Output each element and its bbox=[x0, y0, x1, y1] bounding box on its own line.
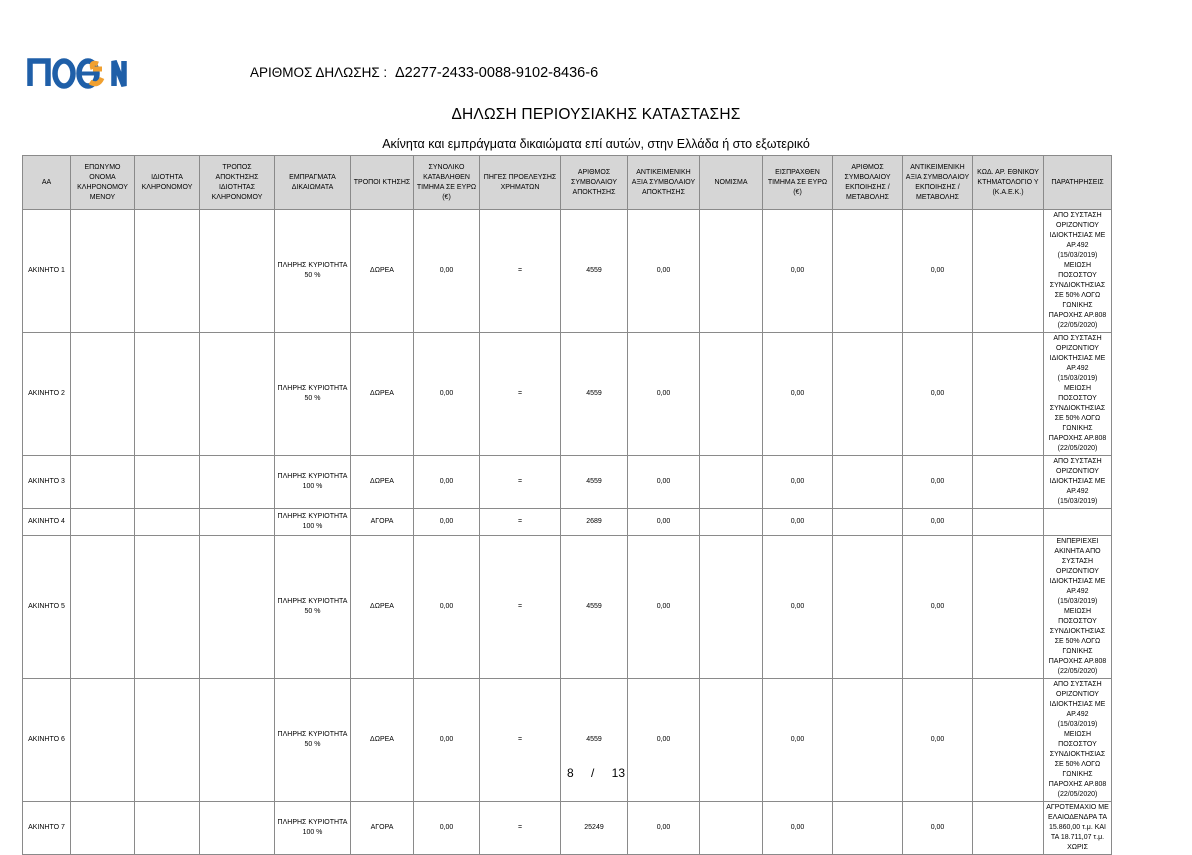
cell-disposal-contract bbox=[833, 333, 903, 456]
cell-heir-method bbox=[200, 210, 275, 333]
cell-objective-value: 0,00 bbox=[628, 333, 700, 456]
cell-rights: ΠΛΗΡΗΣ ΚΥΡΙΟΤΗΤΑ 50 % bbox=[275, 210, 351, 333]
cell-remarks bbox=[1044, 509, 1112, 536]
cell-total-price: 0,00 bbox=[414, 509, 480, 536]
cell-remarks: ΕΝΠΕΡΙΕΧΕΙ ΑΚΙΝΗΤΑ ΑΠΟ ΣΥΣΤΑΣΗ ΟΡΙΖΟΝΤΙΟΥ ΙΔΙΟΚΤΗΣΙΑΣ ΜΕ ΑΡ.492 (15/03/2019) ΜΕΙΩΣΗ ΠΟΣΟΣΤΟΥ ΣΥΝΔΙΟΚΤΗΣΙΑΣ ΣΕ 50% ΛΟΓΩ ΓΩΝΙΚΗΣ ΠΑΡΟΧΗΣ ΑΡ.808 (22/05/2020) bbox=[1044, 536, 1112, 679]
cell-rights: ΠΛΗΡΗΣ ΚΥΡΙΟΤΗΤΑ 100 % bbox=[275, 802, 351, 855]
cell-heir-method bbox=[200, 802, 275, 855]
section-subtitle: Ακίνητα και εμπράγματα δικαιώματα επί αυτών, στην Ελλάδα ή στο εξωτερικό bbox=[382, 137, 810, 151]
cell-received-price: 0,00 bbox=[763, 210, 833, 333]
table-row bbox=[23, 210, 1112, 333]
cell-kaek bbox=[973, 536, 1044, 679]
cell-remarks: ΑΠΟ ΣΥΣΤΑΣΗ ΟΡΙΖΟΝΤΙΟΥ ΙΔΙΟΚΤΗΣΙΑΣ ΜΕ ΑΡ.492 (15/03/2019) ΜΕΙΩΣΗ ΠΟΣΟΣΤΟΥ ΣΥΝΔΙΟΚΤΗΣΙΑΣ ΣΕ 50% ΛΟΓΩ ΓΩΝΙΚΗΣ ΠΑΡΟΧΗΣ ΑΡ.808 (22/05/2020) bbox=[1044, 210, 1112, 333]
cell-heir-capacity bbox=[135, 456, 200, 509]
cell-sources: = bbox=[480, 802, 561, 855]
cell-aa: ΑΚΙΝΗΤΟ 7 bbox=[23, 802, 71, 855]
cell-total-price: 0,00 bbox=[414, 333, 480, 456]
table-header-row bbox=[23, 156, 1112, 210]
cell-objective-value: 0,00 bbox=[628, 210, 700, 333]
cell-heir-name bbox=[71, 509, 135, 536]
cell-contract-no: 4559 bbox=[561, 679, 628, 802]
cell-acquisition: ΔΩΡΕΑ bbox=[351, 536, 414, 679]
cell-disposal-contract bbox=[833, 210, 903, 333]
cell-remarks: ΑΠΟ ΣΥΣΤΑΣΗ ΟΡΙΖΟΝΤΙΟΥ ΙΔΙΟΚΤΗΣΙΑΣ ΜΕ ΑΡ.492 (15/03/2019) ΜΕΙΩΣΗ ΠΟΣΟΣΤΟΥ ΣΥΝΔΙΟΚΤΗΣΙΑΣ ΣΕ 50% ΛΟΓΩ ΓΩΝΙΚΗΣ ΠΑΡΟΧΗΣ ΑΡ.808 (22/05/2020) bbox=[1044, 333, 1112, 456]
cell-rights: ΠΛΗΡΗΣ ΚΥΡΙΟΤΗΤΑ 100 % bbox=[275, 456, 351, 509]
page-indicator bbox=[0, 766, 1192, 780]
cell-rights: ΠΛΗΡΗΣ ΚΥΡΙΟΤΗΤΑ 50 % bbox=[275, 679, 351, 802]
logo bbox=[26, 56, 130, 90]
cell-heir-method bbox=[200, 456, 275, 509]
cell-currency bbox=[700, 210, 763, 333]
cell-currency bbox=[700, 456, 763, 509]
poten-logo-icon bbox=[26, 56, 130, 90]
cell-objective-value: 0,00 bbox=[628, 509, 700, 536]
cell-aa: ΑΚΙΝΗΤΟ 1 bbox=[23, 210, 71, 333]
cell-currency bbox=[700, 509, 763, 536]
cell-aa: ΑΚΙΝΗΤΟ 4 bbox=[23, 509, 71, 536]
cell-remarks: ΑΓΡΟΤΕΜΑΧΙΟ ΜΕ ΕΛΑΙΟΔΕΝΔΡΑ ΤΑ 15.860,00 τ.μ. ΚΑΙ ΤΑ 18.711,07 τ.μ. ΧΩΡΙΣ bbox=[1044, 802, 1112, 855]
cell-received-price: 0,00 bbox=[763, 536, 833, 679]
cell-total-price: 0,00 bbox=[414, 536, 480, 679]
cell-heir-name bbox=[71, 679, 135, 802]
declaration-number-line bbox=[250, 65, 598, 81]
cell-contract-no: 4559 bbox=[561, 536, 628, 679]
cell-sources: = bbox=[480, 509, 561, 536]
cell-acquisition: ΔΩΡΕΑ bbox=[351, 210, 414, 333]
cell-contract-no: 25249 bbox=[561, 802, 628, 855]
cell-disposal-value: 0,00 bbox=[903, 802, 973, 855]
cell-received-price: 0,00 bbox=[763, 333, 833, 456]
cell-acquisition: ΑΓΟΡΑ bbox=[351, 802, 414, 855]
cell-disposal-value: 0,00 bbox=[903, 456, 973, 509]
cell-aa: ΑΚΙΝΗΤΟ 3 bbox=[23, 456, 71, 509]
cell-sources: = bbox=[480, 333, 561, 456]
cell-disposal-value: 0,00 bbox=[903, 679, 973, 802]
cell-contract-no: 4559 bbox=[561, 210, 628, 333]
cell-objective-value: 0,00 bbox=[628, 536, 700, 679]
table-row bbox=[23, 802, 1112, 855]
cell-heir-capacity bbox=[135, 679, 200, 802]
cell-disposal-value: 0,00 bbox=[903, 333, 973, 456]
col-header-disposal-value: ΑΝΤΙΚΕΙΜΕΝΙΚΗ ΑΞΙΑ ΣΥΜΒΟΛΑΙΟΥ ΕΚΠΟΙΗΣΗΣ / ΜΕΤΑΒΟΛΗΣ bbox=[903, 156, 973, 210]
cell-heir-method bbox=[200, 333, 275, 456]
table-row bbox=[23, 509, 1112, 536]
cell-sources: = bbox=[480, 679, 561, 802]
col-header-heir-capacity: ΙΔΙΟΤΗΤΑ ΚΛΗΡΟΝΟΜΟΥ bbox=[135, 156, 200, 210]
cell-disposal-contract bbox=[833, 679, 903, 802]
cell-disposal-value: 0,00 bbox=[903, 210, 973, 333]
cell-heir-capacity bbox=[135, 333, 200, 456]
cell-kaek bbox=[973, 802, 1044, 855]
col-header-remarks: ΠΑΡΑΤΗΡΗΣΕΙΣ bbox=[1044, 156, 1112, 210]
property-table bbox=[22, 155, 1112, 855]
cell-heir-method bbox=[200, 536, 275, 679]
cell-disposal-contract bbox=[833, 456, 903, 509]
cell-kaek bbox=[973, 333, 1044, 456]
cell-rights: ΠΛΗΡΗΣ ΚΥΡΙΟΤΗΤΑ 50 % bbox=[275, 536, 351, 679]
cell-contract-no: 4559 bbox=[561, 456, 628, 509]
cell-heir-method bbox=[200, 679, 275, 802]
cell-total-price: 0,00 bbox=[414, 210, 480, 333]
cell-heir-capacity bbox=[135, 210, 200, 333]
cell-acquisition: ΔΩΡΕΑ bbox=[351, 333, 414, 456]
col-header-total-price: ΣΥΝΟΛΙΚΟ ΚΑΤΑΒΛΗΘΕΝ ΤΙΜΗΜΑ ΣΕ ΕΥΡΩ (€) bbox=[414, 156, 480, 210]
declaration-label: ΑΡΙΘΜΟΣ ΔΗΛΩΣΗΣ : bbox=[250, 65, 388, 80]
cell-aa: ΑΚΙΝΗΤΟ 5 bbox=[23, 536, 71, 679]
cell-received-price: 0,00 bbox=[763, 456, 833, 509]
cell-total-price: 0,00 bbox=[414, 456, 480, 509]
col-header-contract-no: ΑΡΙΘΜΟΣ ΣΥΜΒΟΛΑΙΟΥ ΑΠΟΚΤΗΣΗΣ bbox=[561, 156, 628, 210]
table-row bbox=[23, 679, 1112, 802]
cell-contract-no: 2689 bbox=[561, 509, 628, 536]
cell-heir-name bbox=[71, 536, 135, 679]
cell-contract-no: 4559 bbox=[561, 333, 628, 456]
cell-acquisition: ΔΩΡΕΑ bbox=[351, 456, 414, 509]
cell-rights: ΠΛΗΡΗΣ ΚΥΡΙΟΤΗΤΑ 50 % bbox=[275, 333, 351, 456]
cell-kaek bbox=[973, 456, 1044, 509]
cell-objective-value: 0,00 bbox=[628, 802, 700, 855]
cell-kaek bbox=[973, 679, 1044, 802]
table-row bbox=[23, 333, 1112, 456]
cell-currency bbox=[700, 802, 763, 855]
cell-received-price: 0,00 bbox=[763, 679, 833, 802]
col-header-heir-method: ΤΡΟΠΟΣ ΑΠΟΚΤΗΣΗΣ ΙΔΙΟΤΗΤΑΣ ΚΛΗΡΟΝΟΜΟΥ bbox=[200, 156, 275, 210]
cell-disposal-contract bbox=[833, 802, 903, 855]
table-row bbox=[23, 456, 1112, 509]
cell-aa: ΑΚΙΝΗΤΟ 2 bbox=[23, 333, 71, 456]
cell-sources: = bbox=[480, 210, 561, 333]
cell-total-price: 0,00 bbox=[414, 679, 480, 802]
cell-objective-value: 0,00 bbox=[628, 456, 700, 509]
cell-acquisition: ΑΓΟΡΑ bbox=[351, 509, 414, 536]
cell-received-price: 0,00 bbox=[763, 509, 833, 536]
col-header-heir-name: ΕΠΩΝΥΜΟ ΟΝΟΜΑ ΚΛΗΡΟΝΟΜΟΥ ΜΕΝΟΥ bbox=[71, 156, 135, 210]
cell-remarks: ΑΠΟ ΣΥΣΤΑΣΗ ΟΡΙΖΟΝΤΙΟΥ ΙΔΙΟΚΤΗΣΙΑΣ ΜΕ ΑΡ.492 (15/03/2019) ΜΕΙΩΣΗ ΠΟΣΟΣΤΟΥ ΣΥΝΔΙΟΚΤΗΣΙΑΣ ΣΕ 50% ΛΟΓΩ ΓΩΝΙΚΗΣ ΠΑΡΟΧΗΣ ΑΡ.808 (22/05/2020) bbox=[1044, 679, 1112, 802]
col-header-sources: ΠΗΓΕΣ ΠΡΟΕΛΕΥΣΗΣ ΧΡΗΜΑΤΩΝ bbox=[480, 156, 561, 210]
col-header-disposal-contract: ΑΡΙΘΜΟΣ ΣΥΜΒΟΛΑΙΟΥ ΕΚΠΟΙΗΣΗΣ /ΜΕΤΑΒΟΛΗΣ bbox=[833, 156, 903, 210]
cell-objective-value: 0,00 bbox=[628, 679, 700, 802]
cell-rights: ΠΛΗΡΗΣ ΚΥΡΙΟΤΗΤΑ 100 % bbox=[275, 509, 351, 536]
cell-heir-capacity bbox=[135, 536, 200, 679]
total-pages: 13 bbox=[611, 766, 626, 780]
cell-kaek bbox=[973, 210, 1044, 333]
col-header-aa: ΑΑ bbox=[23, 156, 71, 210]
cell-received-price: 0,00 bbox=[763, 802, 833, 855]
cell-kaek bbox=[973, 509, 1044, 536]
declaration-number: Δ2277-2433-0088-9102-8436-6 bbox=[394, 65, 599, 81]
cell-heir-name bbox=[71, 456, 135, 509]
table-row bbox=[23, 536, 1112, 679]
cell-currency bbox=[700, 679, 763, 802]
col-header-currency: ΝΟΜΙΣΜΑ bbox=[700, 156, 763, 210]
current-page: 8 bbox=[566, 766, 574, 780]
cell-sources: = bbox=[480, 456, 561, 509]
cell-disposal-value: 0,00 bbox=[903, 509, 973, 536]
col-header-objective-value: ΑΝΤΙΚΕΙΜΕΝΙΚΗ ΑΞΙΑ ΣΥΜΒΟΛΑΙΟΥ ΑΠΟΚΤΗΣΗΣ bbox=[628, 156, 700, 210]
col-header-kaek: ΚΩΔ. ΑΡ. ΕΘΝΙΚΟΥ ΚΤΗΜΑΤΟΛΟΓΙΟ Υ (Κ.Α.Ε.Κ.) bbox=[973, 156, 1044, 210]
cell-disposal-contract bbox=[833, 509, 903, 536]
col-header-received-price: ΕΙΣΠΡΑΧΘΕΝ ΤΙΜΗΜΑ ΣΕ ΕΥΡΩ (€) bbox=[763, 156, 833, 210]
cell-heir-name bbox=[71, 210, 135, 333]
cell-currency bbox=[700, 333, 763, 456]
col-header-acquisition: ΤΡΟΠΟΙ ΚΤΗΣΗΣ bbox=[351, 156, 414, 210]
cell-currency bbox=[700, 536, 763, 679]
cell-disposal-value: 0,00 bbox=[903, 536, 973, 679]
cell-acquisition: ΔΩΡΕΑ bbox=[351, 679, 414, 802]
cell-heir-method bbox=[200, 509, 275, 536]
cell-heir-name bbox=[71, 802, 135, 855]
cell-remarks: ΑΠΟ ΣΥΣΤΑΣΗ ΟΡΙΖΟΝΤΙΟΥ ΙΔΙΟΚΤΗΣΙΑΣ ΜΕ ΑΡ.492 (15/03/2019) bbox=[1044, 456, 1112, 509]
col-header-rights: ΕΜΠΡΑΓΜΑΤΑ ΔΙΚΑΙΩΜΑΤΑ bbox=[275, 156, 351, 210]
page-separator: / bbox=[590, 766, 595, 780]
cell-heir-name bbox=[71, 333, 135, 456]
cell-heir-capacity bbox=[135, 802, 200, 855]
cell-aa: ΑΚΙΝΗΤΟ 6 bbox=[23, 679, 71, 802]
cell-heir-capacity bbox=[135, 509, 200, 536]
cell-disposal-contract bbox=[833, 536, 903, 679]
cell-sources: = bbox=[480, 536, 561, 679]
page-title: ΔΗΛΩΣΗ ΠΕΡΙΟΥΣΙΑΚΗΣ ΚΑΤΑΣΤΑΣΗΣ bbox=[451, 106, 741, 123]
cell-total-price: 0,00 bbox=[414, 802, 480, 855]
